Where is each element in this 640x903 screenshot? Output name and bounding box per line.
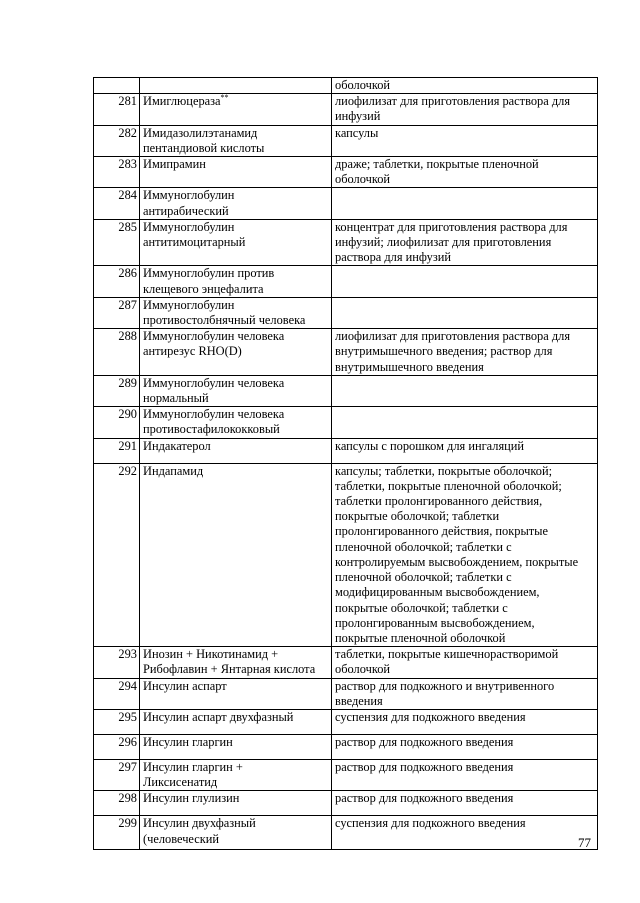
footnote-mark: **	[220, 93, 229, 103]
table-row	[94, 759, 598, 790]
drug-name: Инозин + Никотинамид + Рибофлавин + Янтарная кислота	[143, 647, 316, 677]
drug-name-cell	[140, 375, 332, 406]
table-row	[94, 709, 598, 734]
dosage-form: таблетки, покрытые кишечнорастворимой оболочкой	[335, 647, 559, 677]
dosage-form-cell	[332, 759, 598, 790]
drug-name-cell	[140, 94, 332, 125]
drug-table	[93, 77, 598, 850]
dosage-form: раствор для подкожного и внутривенного введения	[335, 678, 555, 708]
row-number: 284	[94, 188, 140, 219]
row-number: 287	[94, 297, 140, 328]
drug-name-cell	[140, 647, 332, 678]
row-number: 297	[94, 759, 140, 790]
dosage-form-cell	[332, 297, 598, 328]
dosage-form-cell	[332, 219, 598, 266]
drug-name: Иммуноглобулин человека нормальный	[143, 375, 285, 406]
dosage-form: оболочкой	[335, 78, 391, 92]
table-row	[94, 266, 598, 297]
row-number: 299	[94, 816, 140, 850]
dosage-form-cell	[332, 329, 598, 376]
drug-name-cell	[140, 709, 332, 734]
drug-name: Иммуноглобулин человека противостафилококковый	[143, 407, 285, 437]
dosage-form: раствор для подкожного введения	[335, 759, 514, 774]
row-number	[94, 78, 140, 94]
dosage-form: раствор для подкожного введения	[335, 734, 514, 749]
dosage-form: суспензия для подкожного введения	[335, 709, 526, 724]
drug-name-cell	[140, 219, 332, 266]
row-number: 292	[94, 463, 140, 646]
table-row	[94, 407, 598, 438]
dosage-form: суспензия для подкожного введения	[335, 816, 526, 831]
drug-name-cell	[140, 759, 332, 790]
row-number: 283	[94, 157, 140, 188]
dosage-form-cell	[332, 94, 598, 125]
drug-name-cell	[140, 678, 332, 709]
drug-name: Иммуноглобулин против клещевого энцефалита	[143, 266, 275, 296]
row-number: 290	[94, 407, 140, 438]
row-number: 298	[94, 791, 140, 816]
dosage-form-cell	[332, 407, 598, 438]
dosage-form-cell	[332, 188, 598, 219]
drug-name: Индапамид	[143, 463, 204, 478]
drug-name: Иммуноглобулин противостолбнячный человека	[143, 297, 306, 328]
table-row	[94, 375, 598, 406]
dosage-form: капсулы с порошком для ингаляций	[335, 438, 525, 453]
dosage-form-cell	[332, 157, 598, 188]
drug-name: Имидазолилэтанамид пентандиовой кислоты	[143, 125, 265, 155]
row-number: 282	[94, 125, 140, 156]
drug-name-cell	[140, 157, 332, 188]
drug-name: Иммуноглобулин антитимоцитарный	[143, 219, 246, 250]
row-number: 289	[94, 375, 140, 406]
dosage-form-cell	[332, 709, 598, 734]
dosage-form-cell	[332, 438, 598, 463]
dosage-form-cell	[332, 78, 598, 94]
dosage-form-cell	[332, 463, 598, 646]
drug-name-cell	[140, 791, 332, 816]
drug-name: Иммуноглобулин человека антирезус RHO(D)	[143, 329, 285, 359]
dosage-form: концентрат для приготовления раствора для инфузий; лиофилизат для приготовления раствора для инфузий	[335, 219, 568, 265]
drug-name: Инсулин двухфазный (человеческий	[143, 816, 256, 846]
drug-name-cell	[140, 463, 332, 646]
row-number: 293	[94, 647, 140, 678]
row-number: 288	[94, 329, 140, 376]
drug-table-body	[94, 78, 598, 850]
dosage-form-cell	[332, 816, 598, 850]
drug-name-cell	[140, 816, 332, 850]
drug-name-cell	[140, 125, 332, 156]
drug-name: Инсулин гларгин + Ликсисенатид	[143, 759, 243, 790]
dosage-form-cell	[332, 791, 598, 816]
drug-name: Индакатерол	[143, 438, 211, 453]
drug-name: Инсулин гларгин	[143, 734, 233, 749]
drug-name-cell	[140, 78, 332, 94]
drug-name-cell	[140, 188, 332, 219]
dosage-form: раствор для подкожного введения	[335, 791, 514, 806]
table-row	[94, 125, 598, 156]
table-row	[94, 791, 598, 816]
drug-name-cell	[140, 297, 332, 328]
table-row	[94, 734, 598, 759]
drug-name: Инсулин аспарт	[143, 678, 227, 693]
row-number: 291	[94, 438, 140, 463]
dosage-form: капсулы	[335, 125, 379, 140]
dosage-form-cell	[332, 647, 598, 678]
table-row	[94, 816, 598, 850]
table-row	[94, 463, 598, 646]
drug-name: Инсулин глулизин	[143, 791, 240, 806]
dosage-form: лиофилизат для приготовления раствора для внутримышечного введения; раствор для внутримышечного введения	[335, 329, 571, 374]
table-row	[94, 647, 598, 678]
row-number: 286	[94, 266, 140, 297]
table-row	[94, 157, 598, 188]
table-row	[94, 678, 598, 709]
dosage-form: капсулы; таблетки, покрытые оболочкой; таблетки, покрытые пленочной оболочкой; таблетки пролонгированного действия, покрытые оболочкой; таблетки пролонгированного действия, покрытые пленочной оболочкой; таблетки с контролируемым высвобождением, покрытые пленочной оболочкой; таблетки с модифицированным высвобождением, покрытые оболочкой; таблетки с пролонгированным высвобождением, покрытые пленочной оболочкой	[335, 463, 579, 645]
row-number: 296	[94, 734, 140, 759]
dosage-form: лиофилизат для приготовления раствора для инфузий	[335, 94, 571, 124]
dosage-form-cell	[332, 375, 598, 406]
dosage-form-cell	[332, 266, 598, 297]
table-row	[94, 94, 598, 125]
dosage-form-cell	[332, 734, 598, 759]
drug-name-cell	[140, 266, 332, 297]
dosage-form-cell	[332, 125, 598, 156]
row-number: 281	[94, 94, 140, 125]
drug-name-cell	[140, 329, 332, 376]
table-row	[94, 78, 598, 94]
drug-name: Имиглюцераза	[143, 94, 221, 109]
drug-name: Имипрамин	[143, 157, 206, 172]
table-row	[94, 297, 598, 328]
table-row	[94, 329, 598, 376]
table-row	[94, 438, 598, 463]
drug-name-cell	[140, 734, 332, 759]
row-number: 285	[94, 219, 140, 266]
page-number: 77	[578, 835, 591, 850]
drug-name: Инсулин аспарт двухфазный	[143, 709, 294, 724]
dosage-form: драже; таблетки, покрытые пленочной оболочкой	[335, 157, 539, 187]
row-number: 295	[94, 709, 140, 734]
drug-name-cell	[140, 407, 332, 438]
drug-name-cell	[140, 438, 332, 463]
row-number: 294	[94, 678, 140, 709]
table-row	[94, 219, 598, 266]
table-row	[94, 188, 598, 219]
dosage-form-cell	[332, 678, 598, 709]
drug-name: Иммуноглобулин антирабический	[143, 188, 235, 218]
